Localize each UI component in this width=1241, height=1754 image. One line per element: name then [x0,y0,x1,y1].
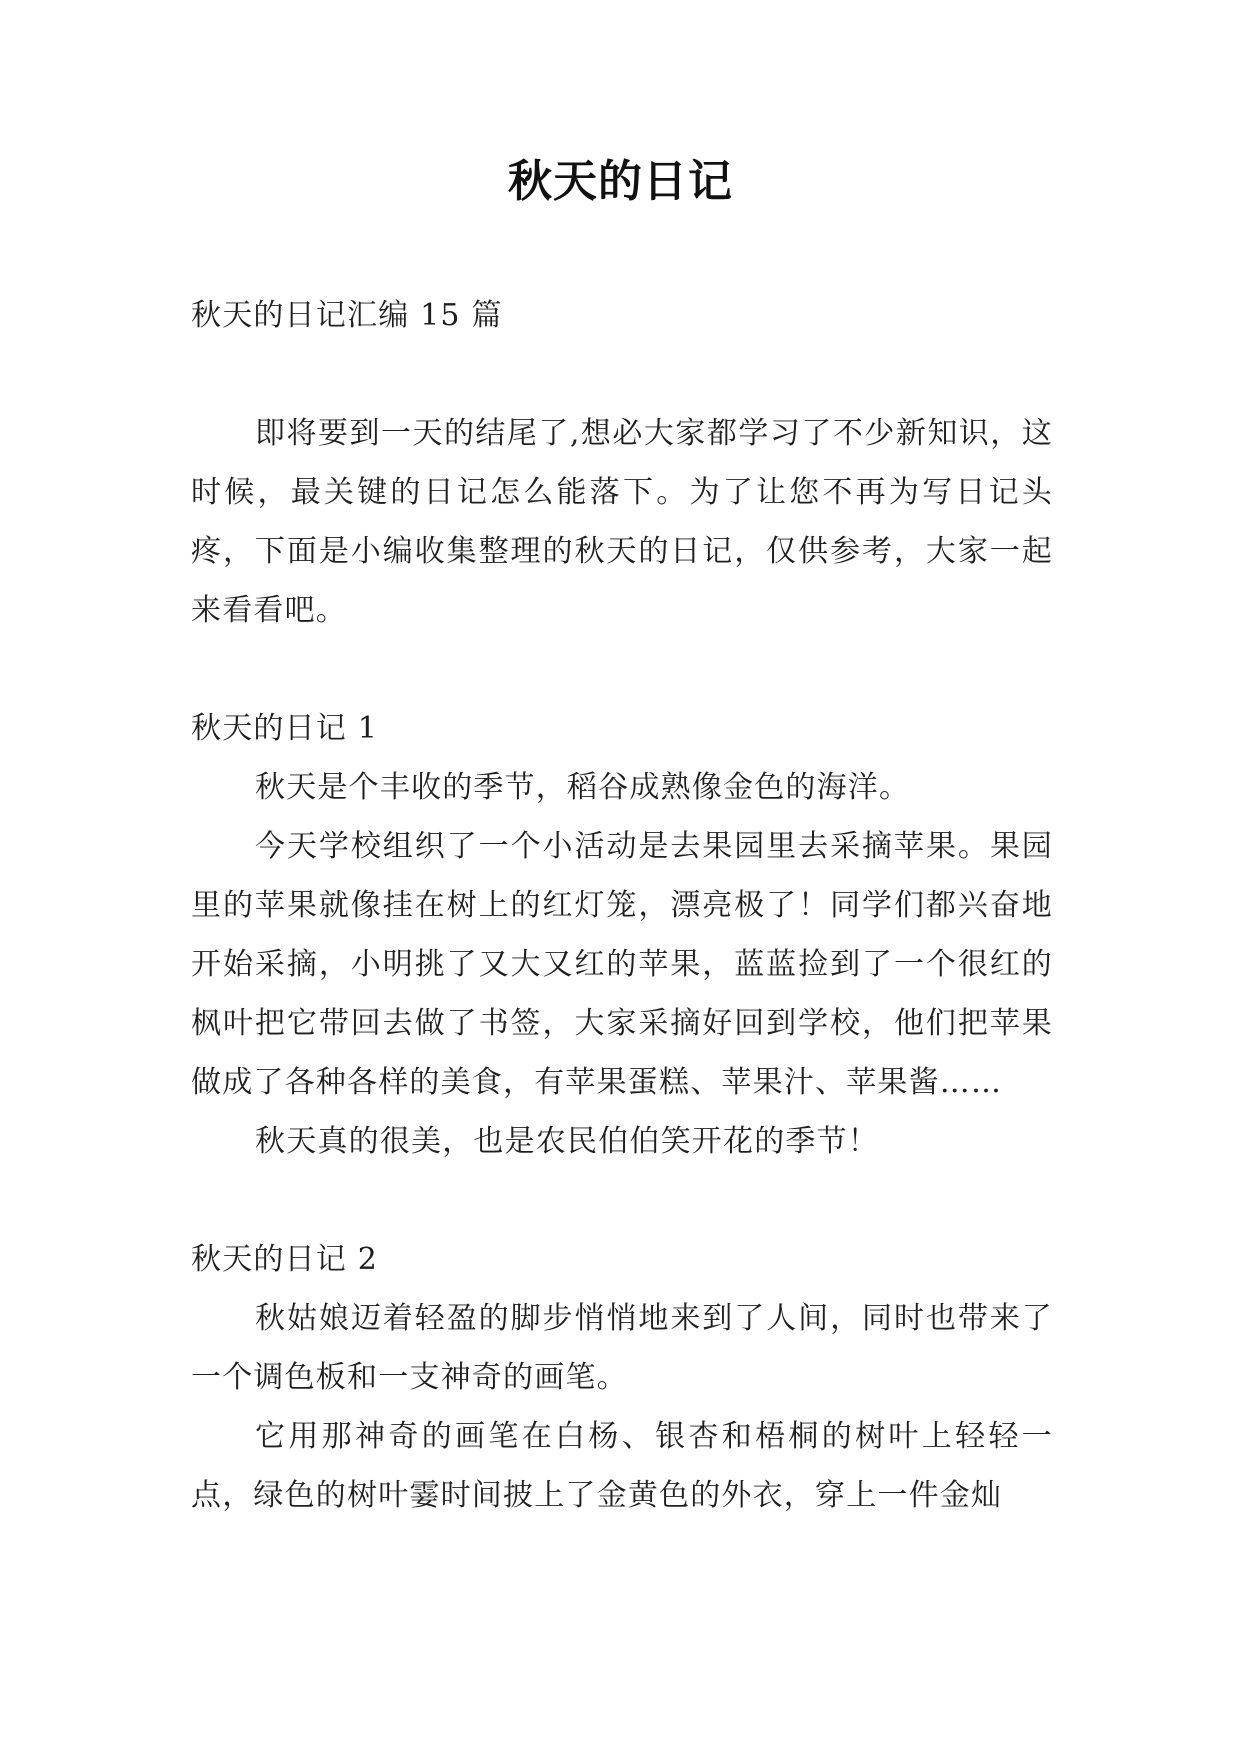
document-title: 秋天的日记 [508,156,733,207]
section-1-paragraph: 秋天真的很美，也是农民伯伯笑开花的季节！ [255,1124,879,1159]
section-2-paragraph: 秋姑娘迈着轻盈的脚步悄悄地来到了人间，同时也带来了一个调色板和一支神奇的画笔。 [191,1301,1053,1395]
intro-paragraph: 即将要到一天的结尾了,想必大家都学习了不少新知识，这时候，最关键的日记怎么能落下。为了让您不再为写日记头疼，下面是小编收集整理的秋天的日记，仅供参考，大家一起来看看吧。 [191,416,1053,628]
section-gap [191,640,1053,699]
section-heading-2: 秋天的日记 2 [191,1242,379,1277]
section-2-paragraph: 它用那神奇的画笔在白杨、银杏和梧桐的树叶上轻轻一点，绿色的树叶霎时间披上了金黄色的外衣，穿上一件金灿 [191,1419,1053,1513]
section-1-paragraph: 秋天是个丰收的季节，稻谷成熟像金色的海洋。 [255,770,911,805]
section-1-paragraph: 今天学校组织了一个小活动是去果园里去采摘苹果。果园里的苹果就像挂在树上的红灯笼，漂亮极了！同学们都兴奋地开始采摘，小明挑了又大又红的苹果，蓝蓝捡到了一个很红的枫叶把它带回去做了书签，大家采摘好回到学校，他们把苹果做成了各种各样的美食，有苹果蛋糕、苹果汁、苹果酱…… [191,829,1053,1100]
document-body [191,286,1053,1525]
section-heading-1: 秋天的日记 1 [191,711,379,746]
section-gap [191,1171,1053,1230]
document-subtitle: 秋天的日记汇编 15 篇 [191,298,503,333]
